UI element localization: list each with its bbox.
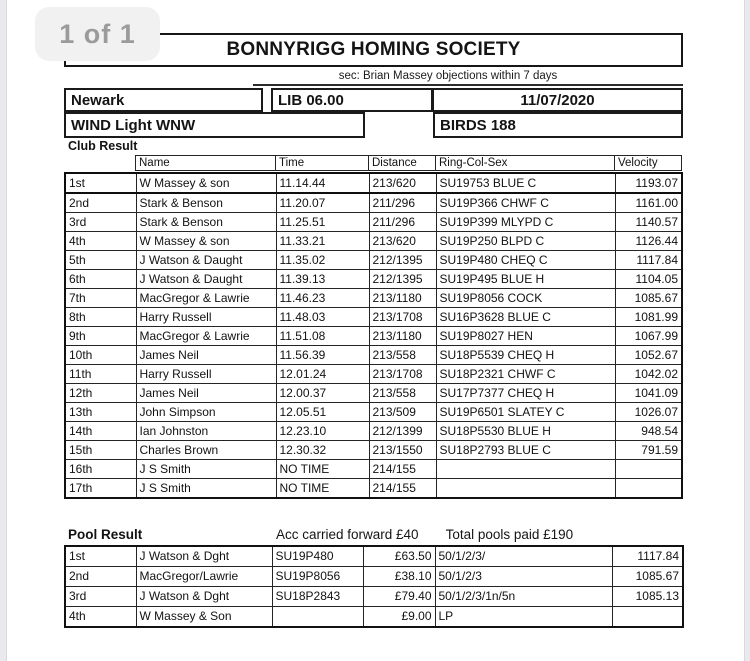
table-row xyxy=(65,308,682,327)
club-name-cell: James Neil xyxy=(136,384,276,403)
club-distance-cell: 213/1180 xyxy=(369,289,436,308)
club-velocity-cell: 1140.57 xyxy=(615,213,682,232)
club-velocity-cell: 1193.07 xyxy=(615,173,682,193)
column-header-name: Name xyxy=(136,156,276,171)
column-header-velocity: Velocity xyxy=(615,156,682,171)
club-ring-cell: SU19P8027 HEN xyxy=(436,327,615,346)
club-velocity-cell: 1042.02 xyxy=(615,365,682,384)
left-edge-strip xyxy=(0,0,7,661)
club-distance-cell: 212/1399 xyxy=(369,422,436,441)
column-header-time: Time xyxy=(276,156,369,171)
club-distance-cell: 213/1708 xyxy=(369,365,436,384)
club-ring-cell: SU19P8056 COCK xyxy=(436,289,615,308)
club-velocity-cell xyxy=(615,460,682,479)
club-time-cell: 12.23.10 xyxy=(276,422,369,441)
club-time-cell: 11.51.08 xyxy=(276,327,369,346)
club-pos-cell: 9th xyxy=(65,327,136,346)
club-distance-cell: 212/1395 xyxy=(369,270,436,289)
club-time-cell: 11.56.39 xyxy=(276,346,369,365)
club-pos-cell: 1st xyxy=(65,173,136,193)
club-distance-cell: 211/296 xyxy=(369,193,436,213)
club-ring-cell: SU19P399 MLYPD C xyxy=(436,213,615,232)
club-ring-cell: SU18P2793 BLUE C xyxy=(436,441,615,460)
birds-cell: BIRDS 188 xyxy=(433,112,683,138)
pool-pools-cell: LP xyxy=(435,607,612,628)
club-distance-cell: 213/1180 xyxy=(369,327,436,346)
table-row xyxy=(65,567,683,587)
pool-amount-cell: £9.00 xyxy=(363,607,435,628)
pool-name-cell: W Massey & Son xyxy=(136,607,272,628)
club-ring-cell: SU18P2321 CHWF C xyxy=(436,365,615,384)
right-edge-strip xyxy=(744,0,750,661)
club-velocity-cell: 791.59 xyxy=(615,441,682,460)
club-pos-cell: 12th xyxy=(65,384,136,403)
acc-carried-forward: Acc carried forward £40 xyxy=(276,527,419,542)
pool-ring-cell: SU19P8056 xyxy=(272,567,363,587)
club-velocity-cell xyxy=(615,479,682,499)
club-pos-cell: 4th xyxy=(65,232,136,251)
club-distance-cell: 214/155 xyxy=(369,479,436,499)
wind-cell: WIND Light WNW xyxy=(64,112,365,138)
table-row xyxy=(65,327,682,346)
club-ring-cell: SU19753 BLUE C xyxy=(436,173,615,193)
table-row xyxy=(65,251,682,270)
club-ring-cell: SU16P3628 BLUE C xyxy=(436,308,615,327)
pool-name-cell: J Watson & Dght xyxy=(136,546,272,567)
club-name-cell: James Neil xyxy=(136,346,276,365)
club-distance-cell: 212/1395 xyxy=(369,251,436,270)
table-row xyxy=(65,441,682,460)
club-name-cell: J Watson & Daught xyxy=(136,251,276,270)
club-name-cell: Ian Johnston xyxy=(136,422,276,441)
table-row xyxy=(65,607,683,628)
table-row xyxy=(65,403,682,422)
club-name-cell: Stark & Benson xyxy=(136,213,276,232)
club-ring-cell xyxy=(436,460,615,479)
pool-pos-cell: 2nd xyxy=(65,567,136,587)
column-header-distance: Distance xyxy=(369,156,436,171)
club-name-cell: J S Smith xyxy=(136,479,276,499)
club-pos-cell: 14th xyxy=(65,422,136,441)
club-pos-cell: 7th xyxy=(65,289,136,308)
liberation-cell: LIB 06.00 xyxy=(271,88,433,112)
club-time-cell: 11.48.03 xyxy=(276,308,369,327)
club-velocity-cell: 1041.09 xyxy=(615,384,682,403)
club-distance-cell: 214/155 xyxy=(369,460,436,479)
club-time-cell: 11.14.44 xyxy=(276,173,369,193)
date-cell: 11/07/2020 xyxy=(432,88,683,112)
pool-amount-cell: £38.10 xyxy=(363,567,435,587)
pool-ring-cell xyxy=(272,607,363,628)
table-row xyxy=(65,365,682,384)
club-pos-cell: 2nd xyxy=(65,193,136,213)
page-number-label: 1 of 1 xyxy=(59,18,136,49)
club-ring-cell: SU18P5530 BLUE H xyxy=(436,422,615,441)
table-row xyxy=(65,270,682,289)
column-header-ring-col-sex: Ring-Col-Sex xyxy=(436,156,615,171)
club-time-cell: 12.05.51 xyxy=(276,403,369,422)
club-pos-cell: 3rd xyxy=(65,213,136,232)
club-name-cell: J S Smith xyxy=(136,460,276,479)
table-row xyxy=(65,173,682,193)
table-row xyxy=(65,213,682,232)
club-name-cell: MacGregor & Lawrie xyxy=(136,289,276,308)
club-velocity-cell: 1161.00 xyxy=(615,193,682,213)
table-row xyxy=(65,587,683,607)
club-pos-cell: 5th xyxy=(65,251,136,270)
pool-ring-cell: SU19P480 xyxy=(272,546,363,567)
club-velocity-cell: 1026.07 xyxy=(615,403,682,422)
racepoint-cell: Newark xyxy=(64,88,263,112)
club-time-cell: 11.20.07 xyxy=(276,193,369,213)
pool-result-table xyxy=(64,545,684,628)
club-ring-cell: SU19P6501 SLATEY C xyxy=(436,403,615,422)
table-row xyxy=(65,384,682,403)
club-name-cell: J Watson & Daught xyxy=(136,270,276,289)
club-velocity-cell: 1117.84 xyxy=(615,251,682,270)
club-pos-cell: 10th xyxy=(65,346,136,365)
club-velocity-cell: 1067.99 xyxy=(615,327,682,346)
pool-pos-cell: 4th xyxy=(65,607,136,628)
pool-velocity-cell: 1085.13 xyxy=(612,587,683,607)
page-title: BONNYRIGG HOMING SOCIETY xyxy=(226,39,521,60)
club-distance-cell: 213/558 xyxy=(369,384,436,403)
club-pos-cell: 17th xyxy=(65,479,136,499)
pool-velocity-cell: 1085.67 xyxy=(612,567,683,587)
pool-pools-cell: 50/1/2/3/1n/5n xyxy=(435,587,612,607)
club-name-cell: W Massey & son xyxy=(136,232,276,251)
club-ring-cell: SU19P366 CHWF C xyxy=(436,193,615,213)
club-name-cell: Charles Brown xyxy=(136,441,276,460)
club-name-cell: Harry Russell xyxy=(136,308,276,327)
pool-amount-cell: £63.50 xyxy=(363,546,435,567)
pool-velocity-cell: 1117.84 xyxy=(612,546,683,567)
club-time-cell: NO TIME xyxy=(276,460,369,479)
club-distance-cell: 213/509 xyxy=(369,403,436,422)
club-distance-cell: 213/1550 xyxy=(369,441,436,460)
club-ring-cell xyxy=(436,479,615,499)
club-velocity-cell: 1104.05 xyxy=(615,270,682,289)
club-time-cell: 11.46.23 xyxy=(276,289,369,308)
pool-result-label: Pool Result xyxy=(68,527,143,542)
club-distance-cell: 213/620 xyxy=(369,232,436,251)
club-distance-cell: 213/620 xyxy=(369,173,436,193)
club-pos-cell: 15th xyxy=(65,441,136,460)
club-name-cell: W Massey & son xyxy=(136,173,276,193)
table-row xyxy=(65,232,682,251)
table-row xyxy=(65,193,682,213)
club-ring-cell: SU19P250 BLPD C xyxy=(436,232,615,251)
club-velocity-cell: 1052.67 xyxy=(615,346,682,365)
club-distance-cell: 213/1708 xyxy=(369,308,436,327)
club-time-cell: 11.39.13 xyxy=(276,270,369,289)
club-ring-cell: SU18P5539 CHEQ H xyxy=(436,346,615,365)
club-time-cell: 11.25.51 xyxy=(276,213,369,232)
club-pos-cell: 8th xyxy=(65,308,136,327)
club-name-cell: John Simpson xyxy=(136,403,276,422)
club-ring-cell: SU17P7377 CHEQ H xyxy=(436,384,615,403)
pool-velocity-cell xyxy=(612,607,683,628)
pool-amount-cell: £79.40 xyxy=(363,587,435,607)
club-ring-cell: SU19P495 BLUE H xyxy=(436,270,615,289)
pool-pos-cell: 1st xyxy=(65,546,136,567)
club-velocity-cell: 948.54 xyxy=(615,422,682,441)
club-time-cell: 12.01.24 xyxy=(276,365,369,384)
club-name-cell: Harry Russell xyxy=(136,365,276,384)
pool-name-cell: J Watson & Dght xyxy=(136,587,272,607)
club-velocity-cell: 1126.44 xyxy=(615,232,682,251)
secretary-line: sec: Brian Massey objections within 7 days xyxy=(253,70,683,86)
table-row xyxy=(65,460,682,479)
pool-summary xyxy=(276,527,573,542)
club-time-cell: 12.30.32 xyxy=(276,441,369,460)
pool-pools-cell: 50/1/2/3 xyxy=(435,567,612,587)
club-pos-cell: 16th xyxy=(65,460,136,479)
header-row xyxy=(136,156,682,171)
table-row xyxy=(65,422,682,441)
club-velocity-cell: 1085.67 xyxy=(615,289,682,308)
table-row xyxy=(65,546,683,567)
club-distance-cell: 211/296 xyxy=(369,213,436,232)
club-pos-cell: 13th xyxy=(65,403,136,422)
total-pools-paid: Total pools paid £190 xyxy=(445,527,574,542)
club-pos-cell: 6th xyxy=(65,270,136,289)
table-row xyxy=(65,479,682,499)
club-pos-cell: 11th xyxy=(65,365,136,384)
club-distance-cell: 213/558 xyxy=(369,346,436,365)
club-time-cell: 12.00.37 xyxy=(276,384,369,403)
club-time-cell: 11.33.21 xyxy=(276,232,369,251)
pool-ring-cell: SU18P2843 xyxy=(272,587,363,607)
club-result-label: Club Result xyxy=(68,139,138,153)
club-result-header xyxy=(135,155,682,171)
club-result-table xyxy=(64,172,683,499)
table-row xyxy=(65,346,682,365)
club-ring-cell: SU19P480 CHEQ C xyxy=(436,251,615,270)
club-time-cell: NO TIME xyxy=(276,479,369,499)
table-row xyxy=(65,289,682,308)
club-name-cell: Stark & Benson xyxy=(136,193,276,213)
pool-name-cell: MacGregor/Lawrie xyxy=(136,567,272,587)
page-number-badge xyxy=(35,7,160,61)
club-velocity-cell: 1081.99 xyxy=(615,308,682,327)
pool-pos-cell: 3rd xyxy=(65,587,136,607)
club-name-cell: MacGregor & Lawrie xyxy=(136,327,276,346)
club-time-cell: 11.35.02 xyxy=(276,251,369,270)
pool-pools-cell: 50/1/2/3/ xyxy=(435,546,612,567)
